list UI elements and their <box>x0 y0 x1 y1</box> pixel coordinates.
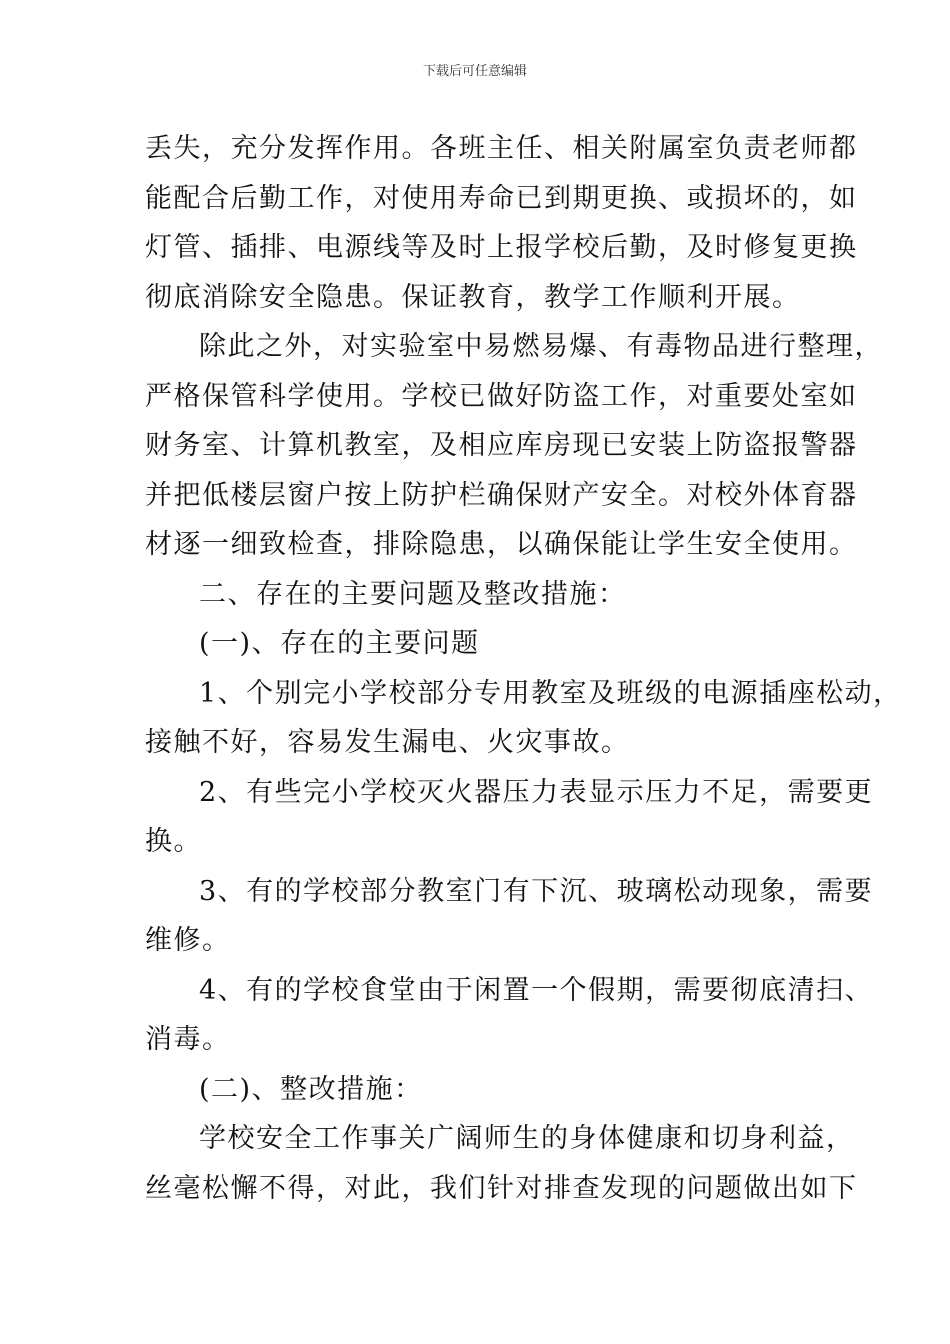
paragraph-1 <box>145 124 858 322</box>
paragraph-measures-intro <box>145 1114 858 1213</box>
subheading-rectification-measures <box>145 1065 835 1115</box>
text-line: 学校安全工作事关广阔师生的身体健康和切身利益， <box>199 1123 855 1154</box>
text-line: 换。 <box>145 826 202 857</box>
text-line: 接触不好，容易发生漏电、火灾事故。 <box>145 727 630 758</box>
text-line: 丢失，充分发挥作用。各班主任、相关附属室负责老师都 <box>145 133 858 164</box>
problem-item-1 <box>145 669 902 768</box>
document-body <box>145 124 902 1213</box>
text-line: 二、存在的主要问题及整改措施： <box>199 578 627 610</box>
text-line: 2、有些完小学校灭火器压力表显示压力不足，需要更 <box>199 776 874 808</box>
text-line: 能配合后勤工作，对使用寿命已到期更换、或损坏的，如 <box>145 182 858 214</box>
section-heading-issues-and-measures <box>145 570 835 620</box>
text-line: 4、有的学校食堂由于闲置一个假期，需要彻底清扫、 <box>199 974 874 1006</box>
page-header: 下载后可任意编辑 <box>422 64 527 79</box>
text-line: 1、个别完小学校部分专用教室及班级的电源插座松动， <box>199 677 902 709</box>
text-line: 除此之外，对实验室中易燃易爆、有毒物品进行整理， <box>199 331 883 362</box>
text-line: 并把低楼层窗户按上防护栏确保财产安全。对校外体育器 <box>145 479 858 511</box>
text-line: 维修。 <box>145 925 231 956</box>
text-line: 3、有的学校部分教室门有下沉、玻璃松动现象，需要 <box>199 875 874 907</box>
text-line: 严格保管科学使用。学校已做好防盗工作，对重要处室如 <box>145 380 858 412</box>
text-line: (二)、整改措施： <box>199 1073 423 1105</box>
text-line: 灯管、插排、电源线等及时上报学校后勤，及时修复更换 <box>145 232 858 263</box>
text-line: (一)、存在的主要问题 <box>199 628 480 659</box>
text-line: 彻底消除安全隐患。保证教育，教学工作顺利开展。 <box>145 281 801 313</box>
paragraph-2 <box>145 322 883 570</box>
text-line: 消毒。 <box>145 1024 231 1055</box>
subheading-main-problems <box>145 619 835 669</box>
text-line: 财务室、计算机教室，及相应库房现已安装上防盗报警器 <box>145 430 858 461</box>
text-line: 丝毫松懈不得，对此，我们针对排查发现的问题做出如下 <box>145 1172 858 1204</box>
problem-item-2 <box>145 768 874 867</box>
problem-item-3 <box>145 867 874 966</box>
problem-item-4 <box>145 966 874 1065</box>
text-line: 材逐一细致检查，排除隐患，以确保能让学生安全使用。 <box>145 529 858 560</box>
